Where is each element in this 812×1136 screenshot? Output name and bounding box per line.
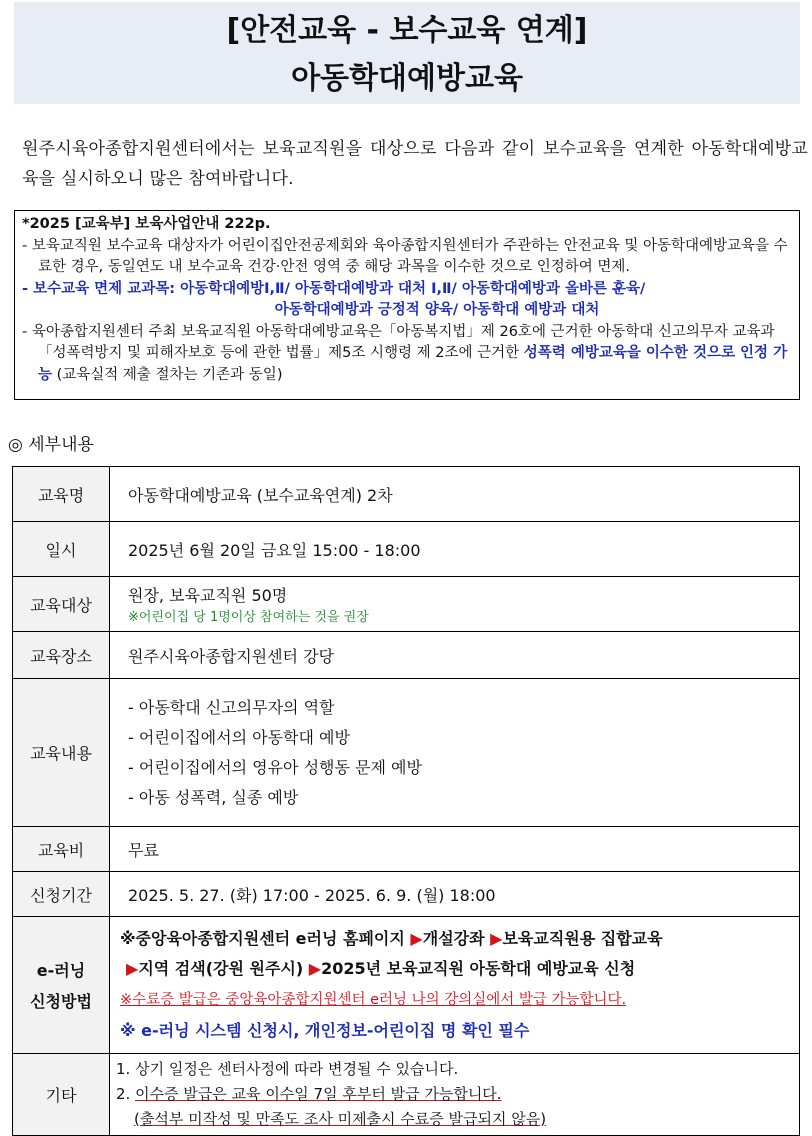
label-elearning (13, 917, 110, 1054)
list-item: - 아동학대 신고의무자의 역할 (128, 697, 335, 717)
elearning-line1b: 개설강좌 (422, 929, 491, 948)
arrow-icon: ▶ (490, 929, 503, 948)
notice-item-3a: - 육아종합지원센터 주최 보육교직원 아동학대예방교육은「아동복지법」제 26호에 근거한 아동학대 신고의무자 교육과「성폭력방지 및 피해자보호 등에 관한 법률」제5조 시행령 제 2조에 근거한 (22, 323, 775, 361)
value-period: 2025. 5. 27. (화) 17:00 - 2025. 6. 9. (월) 18:00 (110, 872, 800, 917)
list-item: - 어린이집에서의 아동학대 예방 (128, 727, 350, 747)
value-name: 아동학대예방교육 (보수교육연계) 2차 (110, 467, 800, 522)
table-row (13, 632, 800, 679)
arrow-icon: ▶ (126, 959, 139, 978)
notice-item-2a: - 보수교육 면제 교과목: 아동학대예방Ⅰ,Ⅱ/ 아동학대예방과 대처 Ⅰ,Ⅱ/ 아동학대예방과 올바른 훈육/ (22, 280, 646, 297)
content-list (128, 693, 798, 813)
title-line1: [안전교육 - 보수교육 연계] (226, 13, 588, 48)
list-item: - 아동 성폭력, 실종 예방 (128, 787, 299, 807)
value-place: 원주시육아종합지원센터 강당 (110, 632, 800, 679)
value-elearning (110, 917, 800, 1054)
notice-item-3c: (교육실적 제출 절차는 기존과 동일) (52, 366, 283, 383)
notice-box (14, 210, 800, 400)
label-elearning-1: e-러닝 (36, 961, 86, 980)
label-date: 일시 (13, 522, 110, 577)
table-row (13, 917, 800, 1054)
value-fee: 무료 (110, 827, 800, 872)
notice-item-3b: 성폭력 예방교육을 이수한 것으로 인정 가능 (38, 345, 788, 383)
elearning-line2 (120, 954, 798, 984)
etc-line1: 1. 상기 일정은 센터사정에 따라 변경될 수 있습니다. (116, 1060, 459, 1078)
etc-line2a: 2. (116, 1085, 136, 1103)
notice-item-2b: 아동학대예방과 긍정적 양육/ 아동학대 예방과 대처 (274, 302, 600, 318)
etc-line2 (116, 1082, 798, 1107)
target-note: ※어린이집 당 1명이상 참여하는 것을 권장 (128, 610, 369, 625)
etc-line2b: 이수증 발급은 교육 이수일 7일 후부터 발급 가능합니다. (135, 1085, 502, 1103)
label-content: 교육내용 (13, 679, 110, 827)
intro-text: 원주시육아종합지원센터에서는 보육교직원을 대상으로 다음과 같이 보수교육을 연계한 아동학대예방교육을 실시하오니 많은 참여바랍니다. (22, 139, 808, 189)
elearning-line1a: ※중앙육아종합지원센터 e러닝 홈페이지 (120, 929, 411, 948)
table-row (13, 679, 800, 827)
elearning-line4: ※ e-러닝 시스템 신청시, 개인정보-어린이집 명 확인 필수 (120, 1021, 530, 1040)
list-item: - 어린이집에서의 영유아 성행동 문제 예방 (128, 757, 422, 777)
label-place: 교육장소 (13, 632, 110, 679)
notice-item-3 (22, 322, 792, 387)
arrow-icon: ▶ (308, 959, 322, 978)
elearning-line1c: 보육교직원용 집합교육 (502, 929, 663, 948)
label-target: 교육대상 (13, 577, 110, 632)
value-etc (110, 1054, 800, 1136)
elearning-line2b: 2025년 보육교직원 아동학대 예방교육 신청 (321, 959, 636, 978)
label-fee: 교육비 (13, 827, 110, 872)
label-etc: 기타 (13, 1054, 110, 1136)
target-value: 원장, 보육교직원 50명 (128, 586, 288, 605)
notice-item-1: - 보육교직원 보수교육 대상자가 어린이집안전공제회와 육아종합지원센터가 주관하는 안전교육 및 아동학대예방교육을 수료한 경우, 동일연도 내 보수교육 건강·안전 영역 중 해당 과목을 이수한 것으로 인정하여 면제. (22, 237, 788, 275)
elearning-line1 (120, 924, 798, 954)
value-target (110, 577, 800, 632)
table-row (13, 872, 800, 917)
notice-head: *2025 [교육부] 보육사업안내 222p. (22, 216, 271, 232)
title-banner (14, 2, 800, 104)
table-row (13, 577, 800, 632)
title-line2: 아동학대예방교육 (291, 61, 523, 96)
table-row (13, 1054, 800, 1136)
elearning-line2a: 지역 검색(강원 원주시) (138, 959, 309, 978)
table-row (13, 522, 800, 577)
table-row (13, 827, 800, 872)
arrow-icon: ▶ (410, 929, 423, 948)
value-date: 2025년 6월 20일 금요일 15:00 - 18:00 (110, 522, 800, 577)
value-content (110, 679, 800, 827)
section-title: ◎ 세부내용 (8, 435, 94, 455)
info-table (12, 466, 800, 1136)
label-elearning-2: 신청방법 (30, 992, 92, 1011)
label-name: 교육명 (13, 467, 110, 522)
label-period: 신청기간 (13, 872, 110, 917)
table-row (13, 467, 800, 522)
etc-line3: (출석부 미작성 및 만족도 조사 미제출시 수료증 발급되지 않음) (134, 1110, 547, 1128)
elearning-line3: ※수료증 발급은 중앙육아종합지원센터 e러닝 나의 강의실에서 발급 가능합니다. (120, 992, 627, 1008)
